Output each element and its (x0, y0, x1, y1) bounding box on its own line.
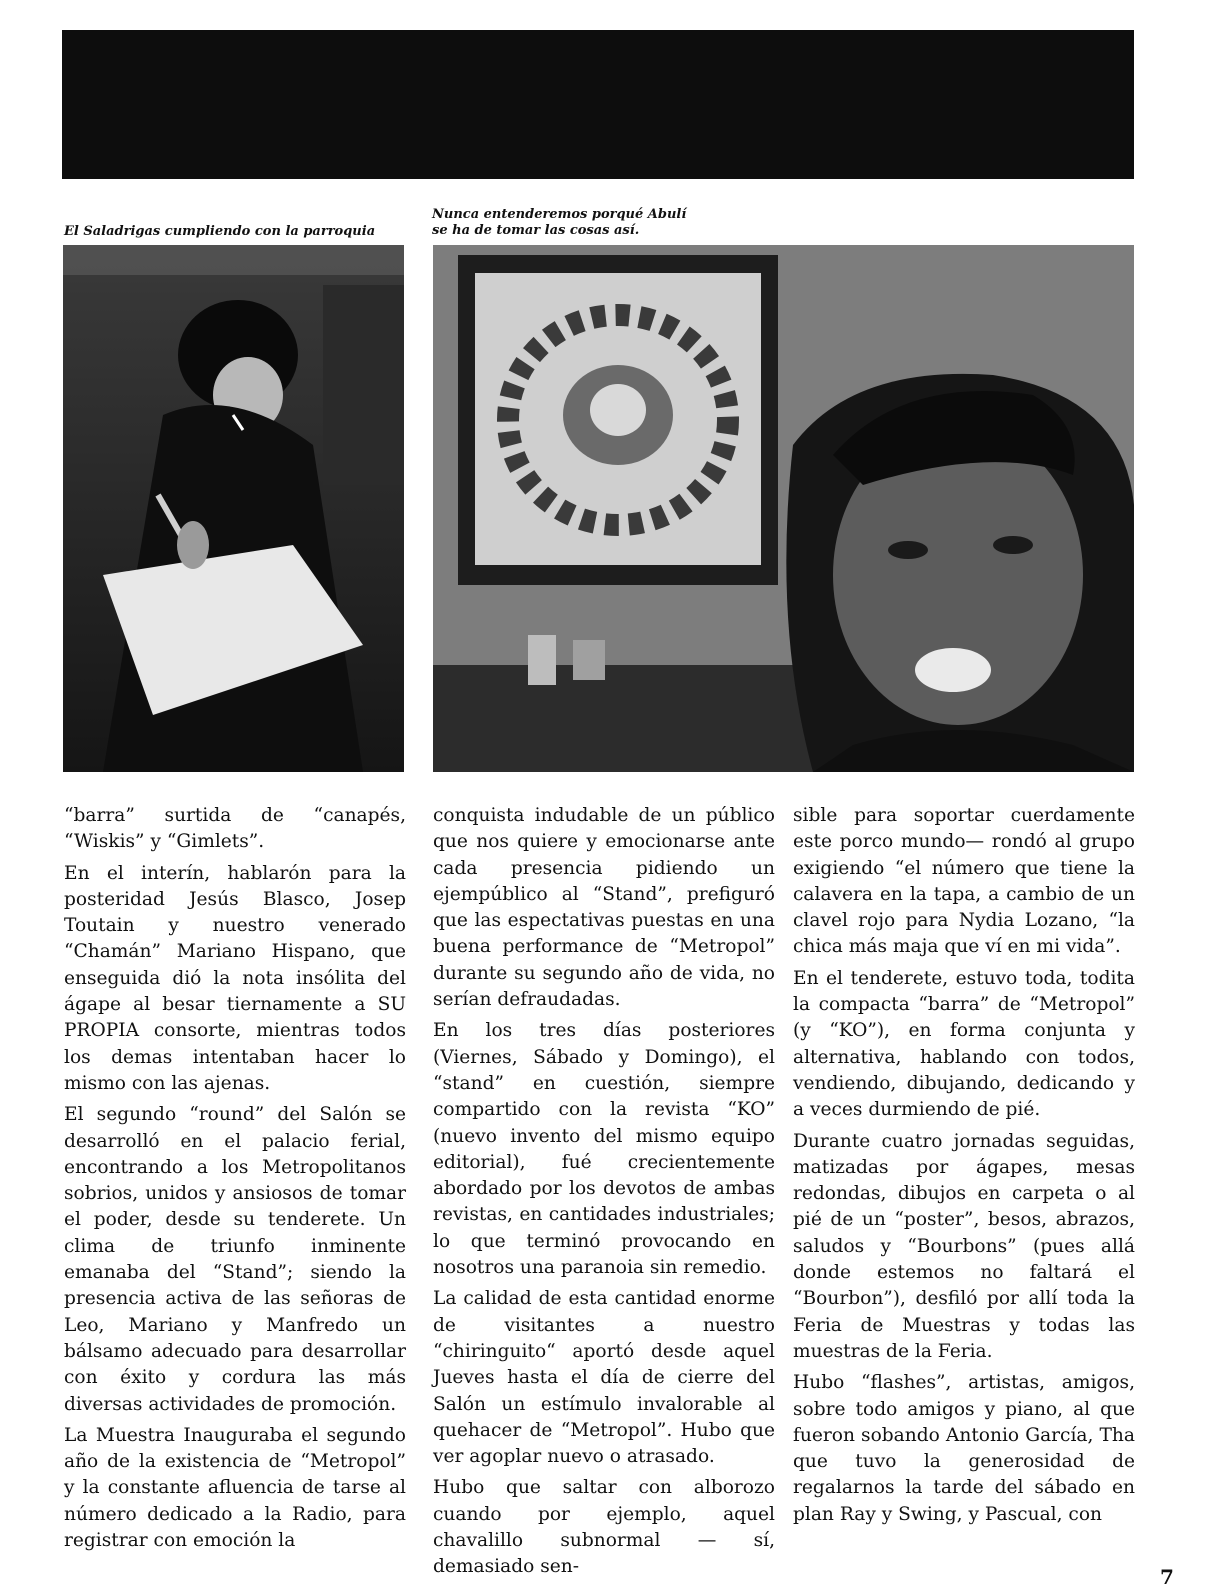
paragraph: En el interín, hablarón para la posteridad Jesús Blasco, Josep Toutain y nuestro venerado “Chamán” Mariano Hispano, que enseguida dió la nota insólita del ágape al besar tiernamente a SU PROPIA consorte, mientras todos los demas intentaban hacer lo mismo con las ajenas. (64, 862, 406, 1094)
photo-caption-left: El Saladrigas cumpliendo con la parroquia (64, 224, 376, 239)
photo-man-writing (63, 245, 404, 772)
paragraph: El segundo “round” del Salón se desarrolló en el palacio ferial, encontrando a los Metropolitanos sobrios, unidos y ansiosos de tomar el poder, desde su tenderete. Un clima de triunfo inminente emanaba del “Stand”; siendo la presencia activa de las señoras de Leo, Mariano y Manfredo un bálsamo adecuado para desarrollar con éxito y cordura las más diversas actividades de promoción. (64, 1104, 406, 1415)
page-number: 7 (1160, 1565, 1174, 1589)
photo-caption-right (432, 207, 732, 239)
paragraph: “barra” surtida de “canapés, “Wiskis” y “Gimlets”. (64, 805, 406, 853)
paragraph: sible para soportar cuerdamente este porco mundo— rondó al grupo exigiendo “el número que tiene la calavera en la tapa, a cambio de un clavel rojo para Nydia Lozano, “la chica más maja que ví en mi vida”. (793, 805, 1135, 958)
paragraph: Hubo “flashes”, artistas, amigos, sobre todo amigos y piano, al que fueron sobando Antonio García, Tha que tuvo la generosidad de regalarnos la tarde del sábado en plan Ray y Swing, y Pascual, con (793, 1372, 1135, 1525)
photo-man-tongue-out (433, 245, 1134, 772)
paragraph: Durante cuatro jornadas seguidas, matizadas por ágapes, mesas redondas, dibujos en carpeta o al pié de un “poster”, besos, abrazos, saludos y “Bourbons” (pues allá donde estemos no faltará el “Bourbon”), desfiló por allí toda la Feria de Muestras y todas las muestras de la Feria. (793, 1130, 1135, 1362)
header-black-bar (62, 30, 1134, 179)
paragraph: Hubo que saltar con alborozo cuando por ejemplo, aquel chavalillo subnormal — sí, demasiado sen- (433, 1477, 775, 1578)
paragraph: conquista indudable de un público que nos quiere y emocionarse ante cada presencia pidiendo un ejempúblico al “Stand”, prefiguró que las espectativas puestas en una buena performance de “Metropol” durante su segundo año de vida, no serían defraudadas. (433, 805, 775, 1011)
photo-caption-right-line-2: se ha de tomar las cosas así. (432, 223, 640, 238)
article-column-3 (793, 803, 1135, 1533)
article-column-1 (64, 803, 406, 1559)
paragraph: La Muestra Inauguraba el segundo año de la existencia de “Metropol” y la constante afluencia de tarse al número dedicado a la Radio, para registrar con emoción la (64, 1424, 406, 1552)
article-column-2 (433, 803, 775, 1586)
paragraph: En los tres días posteriores (Viernes, Sábado y Domingo), el “stand” en cuestión, siempre compartido con la revista “KO” (nuevo invento del mismo equipo editorial), fué crecientemente abordado por los devotos de ambas revistas, en cantidades industriales; lo que terminó provocando en nosotros una paranoia sin remedio. (433, 1020, 775, 1279)
photo-caption-right-line-1: Nunca entenderemos porqué Abulí (432, 207, 687, 222)
paragraph: La calidad de esta cantidad enorme de visitantes a nuestro “chiringuito“ aportó desde aquel Jueves hasta el día de cierre del Salón un estímulo invalorable al quehacer de “Metropol”. Hubo que ver agoplar nuevo o atrasado. (433, 1288, 775, 1468)
paragraph: En el tenderete, estuvo toda, todita la compacta “barra” de “Metropol” (y “KO”), en forma conjunta y alternativa, hablando con todos, vendiendo, dibujando, dedicando y a veces durmiendo de pié. (793, 967, 1135, 1121)
